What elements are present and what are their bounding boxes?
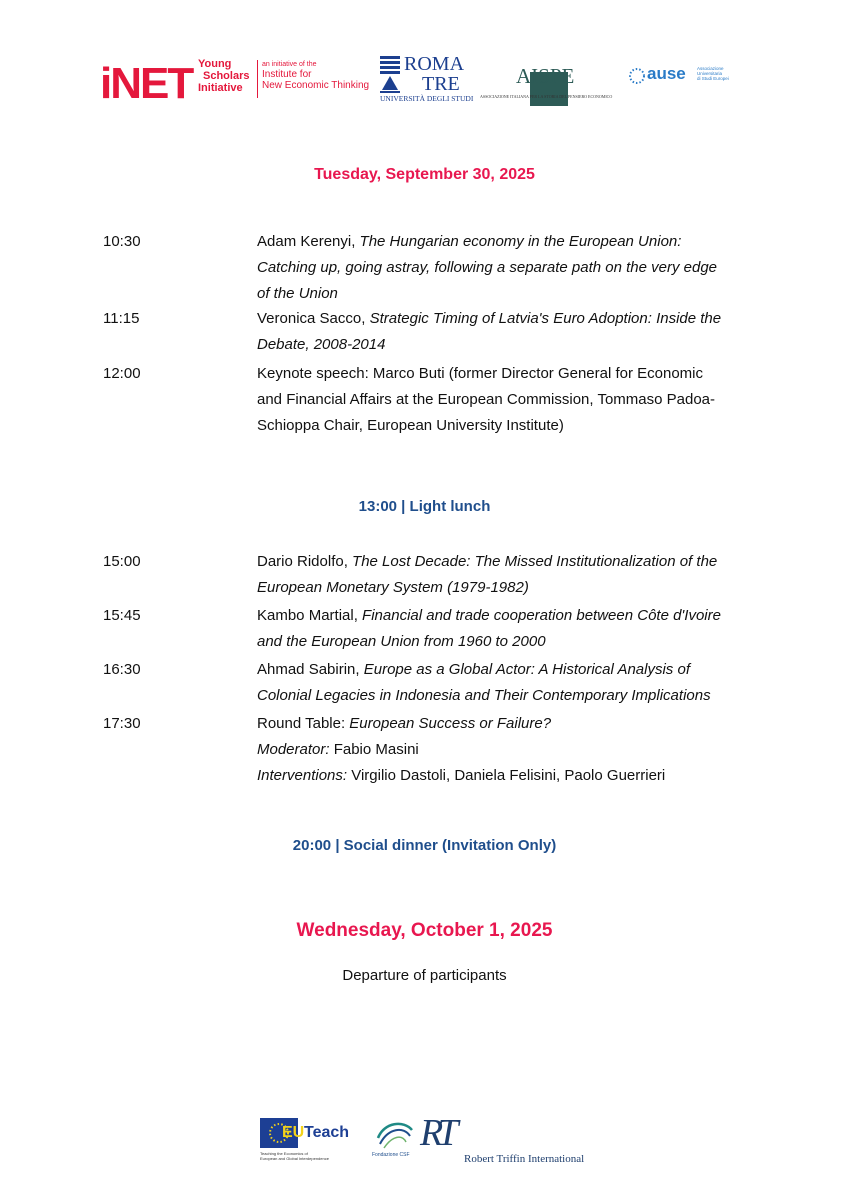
row-time: 15:45	[103, 607, 141, 624]
tre-text: TRE	[422, 73, 460, 95]
triffin-logo	[420, 1112, 600, 1167]
day2-title: Wednesday, October 1, 2025	[296, 920, 553, 941]
aispe-name: AISPE	[516, 64, 575, 88]
row-time: 16:30	[103, 661, 141, 678]
row-desc: Dario Ridolfo, The Lost Decade: The Missed Institutionalization of the European Monetary System (1979-1982)	[257, 553, 718, 596]
row-time: 11:15	[103, 310, 140, 327]
csf-swirl-icon	[372, 1118, 416, 1152]
ause-desc	[697, 66, 729, 81]
ause-name: ause	[647, 64, 686, 83]
ysi-line-2: Scholars	[203, 70, 250, 82]
teach-text: Teach	[304, 1124, 350, 1141]
ysi-line-1: Young	[198, 58, 232, 70]
row-time: 10:30	[103, 233, 141, 250]
day1-title: Tuesday, September 30, 2025	[314, 166, 535, 183]
ysi-logo	[198, 58, 249, 94]
row-desc: Kambo Martial, Financial and trade cooperation between Côte d'Ivoire and the European Union from 1960 to 2000	[257, 607, 721, 650]
row-time: 17:30	[103, 715, 141, 732]
aispe-subtitle: ASSOCIAZIONE ITALIANA PER LA STORIA DEL PENSIERO ECONOMICO	[480, 94, 613, 99]
triffin-name: Robert Triffin International	[464, 1153, 585, 1165]
ause-desc-1: Associazione	[697, 66, 724, 71]
roma-tre-logo	[380, 53, 480, 109]
inet-description	[262, 60, 369, 91]
roma-text: ROMA	[404, 53, 465, 75]
row-desc: Ahmad Sabirin, Europe as a Global Actor: A Historical Analysis of Colonial Legacies in Indonesia and Their Contemporary Implications	[257, 661, 711, 704]
inet-desc-small: an initiative of the	[262, 61, 317, 68]
inet-logo: iNET	[100, 59, 193, 108]
ause-stars-icon	[627, 66, 647, 86]
row-desc: Round Table: European Success or Failure? Moderator: Fabio Masini Interventions: Virgilio Dastoli, Daniela Felisini, Paolo Guerrieri	[257, 715, 666, 784]
logo-divider	[257, 60, 258, 98]
csf-logo	[372, 1118, 416, 1163]
dinner-break: 20:00 | Social dinner (Invitation Only)	[292, 837, 557, 854]
eu-text: EU	[282, 1124, 305, 1141]
universita-text: UNIVERSITÀ DEGLI STUDI	[380, 94, 474, 103]
row-desc: Adam Kerenyi, The Hungarian economy in the European Union: Catching up, going astray, following a separate path on the very edge of the Union	[257, 233, 718, 302]
ause-desc-3: di Studi Europei	[697, 76, 729, 81]
ause-desc-2: Universitaria	[697, 71, 723, 76]
row-desc: Keynote speech: Marco Buti (former Director General for Economic and Financial Affairs at the European Commission, Tommaso Padoa- Schioppa Chair, European University Institute)	[257, 365, 716, 434]
ysi-line-3: Initiative	[198, 82, 243, 94]
inet-desc-line-1: Institute for	[262, 69, 312, 80]
rt-monogram: RT	[420, 1112, 453, 1154]
day2-note: Departure of participants	[342, 967, 507, 984]
inet-desc-line-2: New Economic Thinking	[262, 80, 370, 91]
euteach-tagline: Teaching the Economics of European and Global Interdependence	[260, 1151, 329, 1161]
row-time: 15:00	[103, 553, 141, 570]
lunch-break: 13:00 | Light lunch	[358, 498, 491, 515]
euteach-logo	[260, 1118, 360, 1166]
row-desc: Veronica Sacco, Strategic Timing of Latvia's Euro Adoption: Inside the Debate, 2008-2014	[257, 310, 722, 353]
csf-name: Fondazione CSF	[372, 1152, 410, 1158]
row-time: 12:00	[103, 365, 141, 382]
